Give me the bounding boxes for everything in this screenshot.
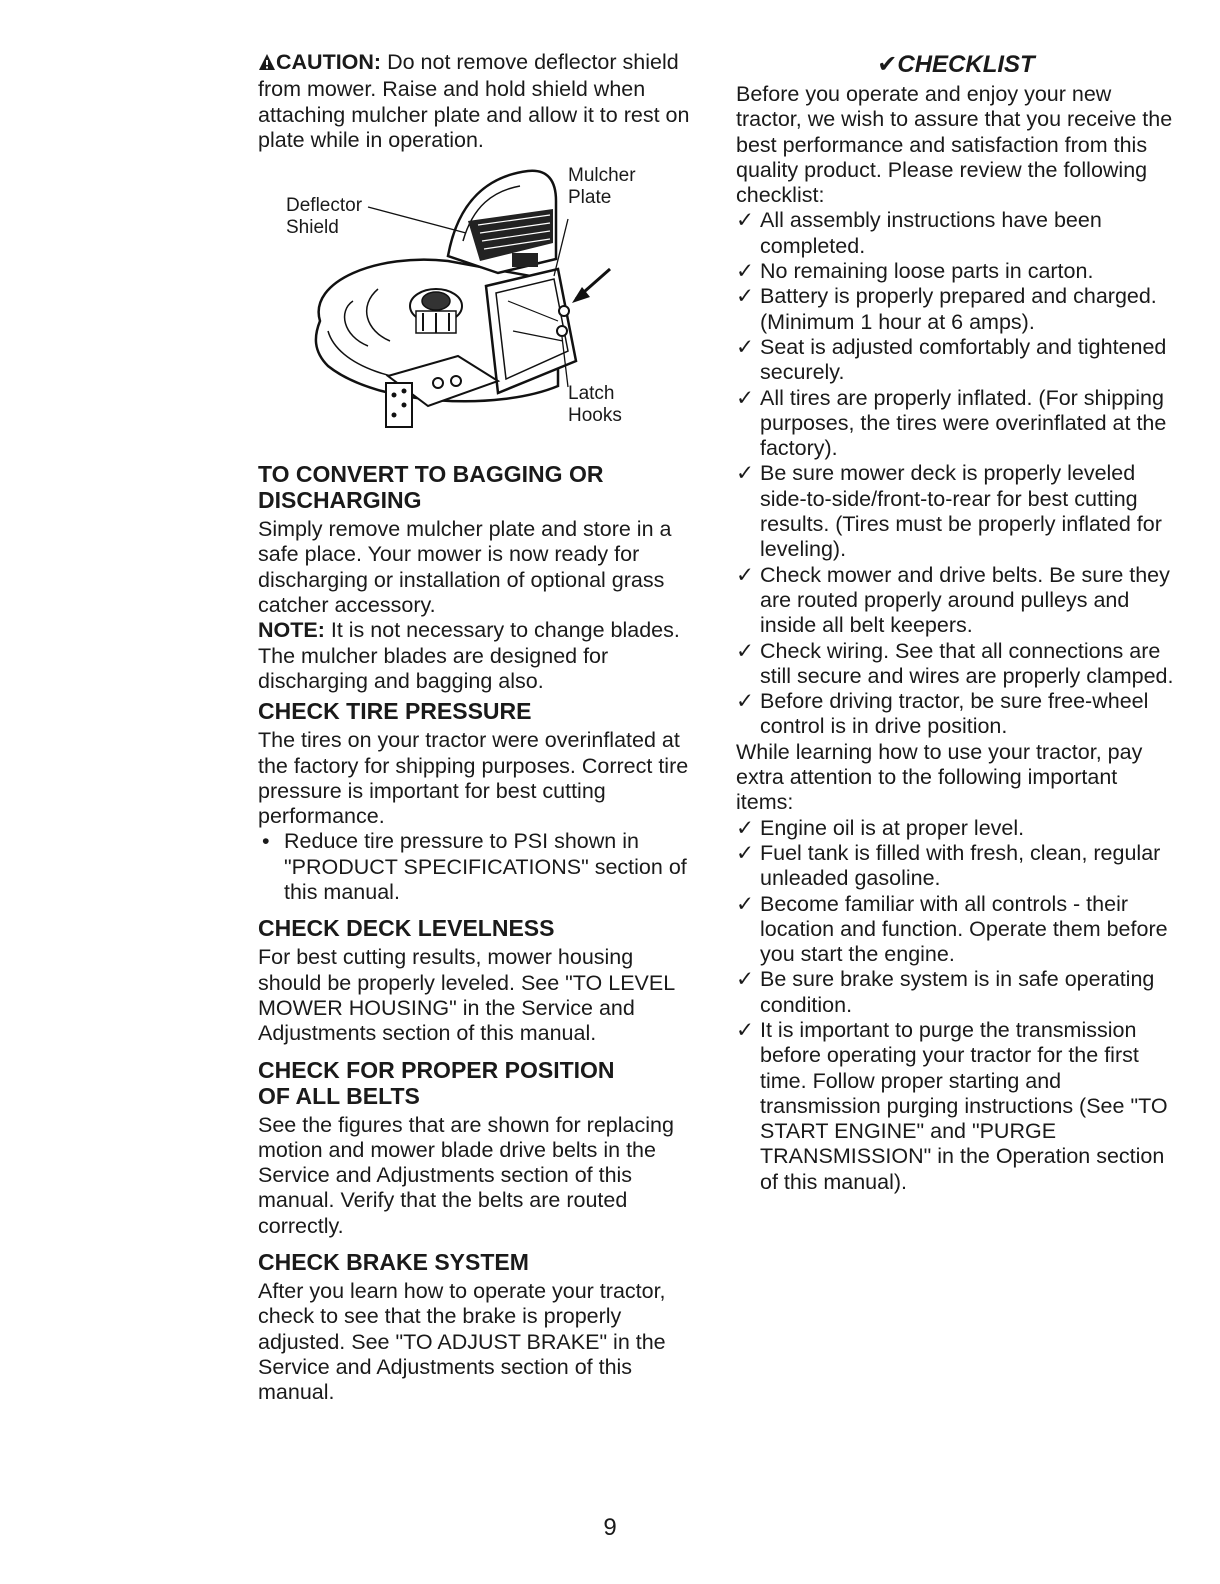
checklist-item-text: Check wiring. See that all connections are still secure and wires are properly clamped. bbox=[760, 638, 1174, 688]
belts-heading bbox=[258, 1057, 698, 1109]
mulcher-figure bbox=[258, 161, 688, 451]
mulcher-label-line2: Plate bbox=[568, 187, 612, 209]
checkmark-icon: ✓ bbox=[736, 638, 755, 663]
checkmark-icon: ✔ bbox=[877, 51, 898, 78]
checklist-item-text: Be sure mower deck is properly leveled side-to-side/front-to-rear for best cutting results. (Tires must be properly inflated for leveling). bbox=[760, 461, 1162, 562]
checklist-item-text: Before driving tractor, be sure free-wheel control is in drive position. bbox=[760, 689, 1149, 739]
brake-text: After you learn how to operate your tractor, check to see that the brake is properly adjusted. See "TO ADJUST BRAKE" in the Service and Adjustments section of this manual. bbox=[258, 1279, 666, 1405]
left-column bbox=[258, 50, 698, 1406]
deflector-label bbox=[286, 195, 362, 239]
deflector-label-line2: Shield bbox=[286, 217, 339, 239]
checklist-middle: While learning how to use your tractor, pay extra attention to the following important items: bbox=[736, 739, 1143, 815]
brake-heading: CHECK BRAKE SYSTEM bbox=[258, 1249, 529, 1276]
deck-text: For best cutting results, mower housing should be properly leveled. See "TO LEVEL MOWER HOUSING" in the Service and Adjustments section of this manual. bbox=[258, 945, 675, 1046]
convert-heading: TO CONVERT TO BAGGING OR DISCHARGING bbox=[258, 461, 604, 514]
convert-text: Simply remove mulcher plate and store in a safe place. Your mower is now ready for discharging or installation of optional grass catcher accessory. bbox=[258, 517, 672, 618]
checklist-items-2 bbox=[736, 816, 1176, 1195]
checkmark-icon: ✓ bbox=[736, 562, 755, 587]
list-item bbox=[736, 967, 1176, 1018]
checkmark-icon: ✓ bbox=[736, 1017, 755, 1042]
checkmark-icon: ✓ bbox=[736, 208, 755, 233]
list-item bbox=[258, 829, 698, 905]
caution-text: Do not remove deflector shield from mower. Raise and hold shield when attaching mulcher plate and allow it to rest on plate while in operation. bbox=[258, 50, 690, 152]
list-item bbox=[736, 563, 1176, 639]
checkmark-icon: ✓ bbox=[736, 815, 755, 840]
deflector-label-line1: Deflector bbox=[286, 195, 363, 217]
deck-heading: CHECK DECK LEVELNESS bbox=[258, 915, 555, 942]
mulcher-label-line1: Mulcher bbox=[568, 165, 636, 187]
caution-paragraph bbox=[258, 50, 698, 153]
belts-heading-line2: OF ALL BELTS bbox=[258, 1082, 420, 1109]
checkmark-icon: ✓ bbox=[736, 461, 755, 486]
checklist-title-text: CHECKLIST bbox=[897, 51, 1035, 78]
list-item bbox=[736, 208, 1176, 259]
list-item bbox=[736, 841, 1176, 892]
tire-heading: CHECK TIRE PRESSURE bbox=[258, 698, 532, 725]
checklist-item-text: Be sure brake system is in safe operating condition. bbox=[760, 967, 1155, 1017]
checkmark-icon: ✓ bbox=[736, 385, 755, 410]
mulcher-label bbox=[568, 165, 636, 209]
checklist-item-text: Become familiar with all controls - their location and function. Operate them before you start the engine. bbox=[760, 891, 1168, 967]
list-item bbox=[736, 284, 1176, 335]
note-text: It is not necessary to change blades. The mulcher blades are designed for discharging and bagging also. bbox=[258, 618, 680, 693]
checklist-title bbox=[736, 50, 1176, 80]
checklist-item-text: Engine oil is at proper level. bbox=[760, 815, 1025, 840]
list-item bbox=[736, 386, 1176, 462]
list-item bbox=[736, 335, 1176, 386]
list-item bbox=[736, 461, 1176, 562]
tire-bullet-list bbox=[258, 829, 698, 905]
note-label: NOTE: bbox=[258, 618, 325, 643]
list-item bbox=[736, 1018, 1176, 1195]
tire-bullet-text: Reduce tire pressure to PSI shown in "PRODUCT SPECIFICATIONS" section of this manual. bbox=[284, 829, 687, 905]
checklist-item-text: It is important to purge the transmission before operating your tractor for the first time. Follow proper starting and transmission purging instructions (See "TO START ENGINE" and "PURGE TRANSMISSION" in the Operation section of this manual). bbox=[760, 1017, 1168, 1194]
tire-text: The tires on your tractor were overinflated at the factory for shipping purposes. Correct tire pressure is important for best cutting performance. bbox=[258, 728, 689, 829]
latch-label bbox=[568, 383, 622, 427]
page-number: 9 bbox=[603, 1514, 617, 1541]
checklist-intro: Before you operate and enjoy your new tractor, we wish to assure that you receive the best performance and satisfaction from this quality product. Please review the following checklist: bbox=[736, 82, 1173, 208]
checklist-item-text: Fuel tank is filled with fresh, clean, regular unleaded gasoline. bbox=[760, 840, 1161, 891]
list-item bbox=[736, 639, 1176, 690]
checkmark-icon: ✓ bbox=[736, 259, 755, 284]
checklist-items bbox=[736, 208, 1176, 739]
list-item bbox=[736, 259, 1176, 284]
bullet-icon: • bbox=[262, 829, 270, 854]
checkmark-icon: ✓ bbox=[736, 689, 755, 714]
warning-triangle-icon bbox=[258, 52, 276, 77]
list-item bbox=[736, 816, 1176, 841]
checkmark-icon: ✓ bbox=[736, 334, 755, 359]
checklist-item-text: Battery is properly prepared and charged. (Minimum 1 hour at 6 amps). bbox=[760, 284, 1157, 334]
list-item bbox=[736, 892, 1176, 968]
checkmark-icon: ✓ bbox=[736, 284, 755, 309]
checklist-item-text: All tires are properly inflated. (For shipping purposes, the tires were overinflated at the factory). bbox=[760, 385, 1167, 461]
belts-heading-line1: CHECK FOR PROPER POSITION bbox=[258, 1056, 615, 1083]
checklist-item-text: Check mower and drive belts. Be sure they are routed properly around pulleys and inside all belt keepers. bbox=[760, 562, 1170, 638]
convert-note bbox=[258, 618, 698, 694]
checklist-item-text: All assembly instructions have been completed. bbox=[760, 208, 1102, 258]
checkmark-icon: ✓ bbox=[736, 840, 755, 865]
latch-label-line1: Latch bbox=[568, 383, 615, 405]
checkmark-icon: ✓ bbox=[736, 967, 755, 992]
caution-label: CAUTION: bbox=[276, 50, 382, 74]
checklist-item-text: Seat is adjusted comfortably and tightened securely. bbox=[760, 334, 1167, 385]
checkmark-icon: ✓ bbox=[736, 891, 755, 916]
checklist-item-text: No remaining loose parts in carton. bbox=[760, 259, 1094, 284]
latch-label-line2: Hooks bbox=[568, 405, 622, 427]
list-item bbox=[736, 689, 1176, 740]
belts-text: See the figures that are shown for replacing motion and mower blade drive belts in the Service and Adjustments section of this manual. Verify that the belts are routed correctly. bbox=[258, 1112, 674, 1238]
right-column bbox=[736, 50, 1176, 1195]
